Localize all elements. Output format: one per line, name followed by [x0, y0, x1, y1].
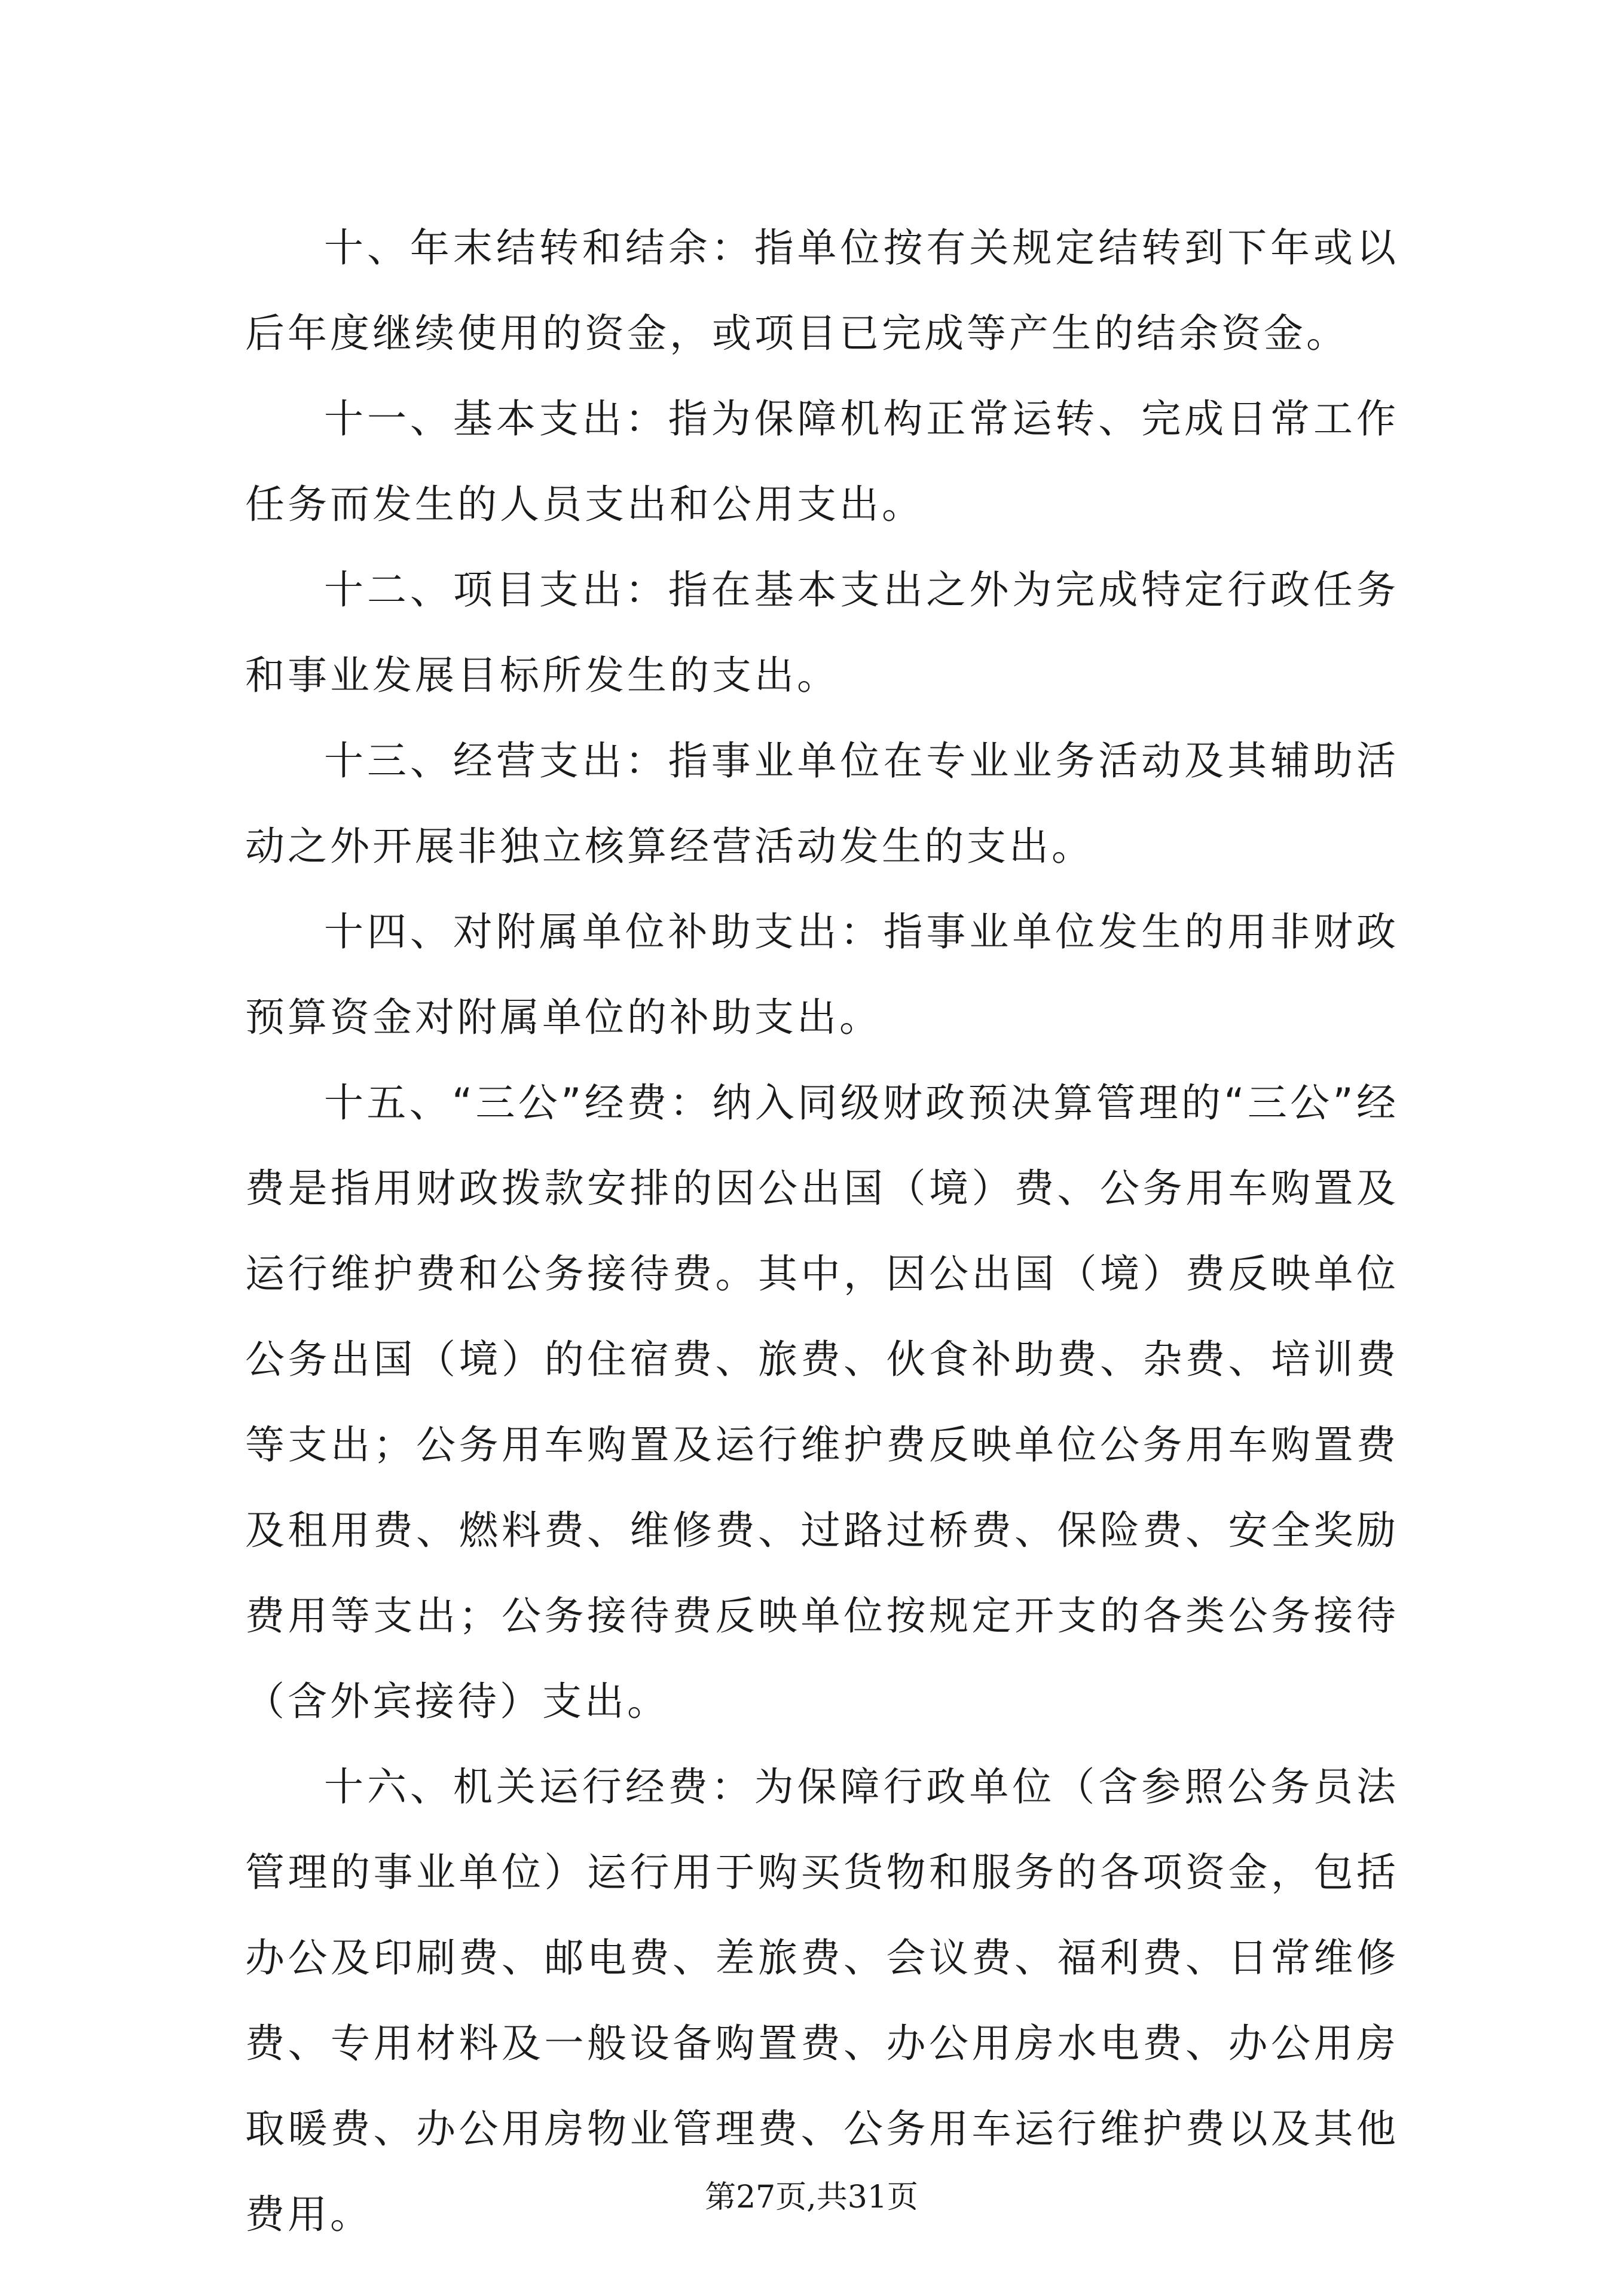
- paragraph-subsidiary-subsidy: 十四、对附属单位补助支出：指事业单位发生的用非财政预算资金对附属单位的补助支出。: [245, 909, 1399, 1040]
- paragraph-year-end-carryover: 十、年末结转和结余：指单位按有关规定结转到下年或以后年度继续使用的资金，或项目已完成等产生的结余资金。: [245, 225, 1399, 356]
- paragraph-operating-expenditure: 十三、经营支出：指事业单位在专业业务活动及其辅助活动之外开展非独立核算经营活动发生的支出。: [245, 738, 1399, 869]
- paragraph-project-expenditure: 十二、项目支出：指在基本支出之外为完成特定行政任务和事业发展目标所发生的支出。: [245, 567, 1399, 698]
- paragraph-three-public-expenses: 十五、“三公”经费：纳入同级财政预决算管理的“三公”经费是指用财政拨款安排的因公出国（境）费、公务用车购置及运行维护费和公务接待费。其中，因公出国（境）费反映单位公务出国（境）的住宿费、旅费、伙食补助费、杂费、培训费等支出；公务用车购置及运行维护费反映单位公务用车购置费及租用费、燃料费、维修费、过路过桥费、保险费、安全奖励费用等支出；公务接待费反映单位按规定开支的各类公务接待（含外宾接待）支出。: [245, 1080, 1399, 1724]
- document-body: [245, 205, 1399, 2257]
- paragraph-agency-operating-expenses: 十六、机关运行经费：为保障行政单位（含参照公务员法管理的事业单位）运行用于购买货物和服务的各项资金，包括办公及印刷费、邮电费、差旅费、会议费、福利费、日常维修费、专用材料及一般设备购置费、办公用房水电费、办公用房取暖费、办公用房物业管理费、公务用车运行维护费以及其他费用。: [245, 1764, 1399, 2237]
- paragraph-basic-expenditure: 十一、基本支出：指为保障机构正常运转、完成日常工作任务而发生的人员支出和公用支出。: [245, 396, 1399, 527]
- page-number-footer: 第27页,共31页: [705, 2179, 918, 2215]
